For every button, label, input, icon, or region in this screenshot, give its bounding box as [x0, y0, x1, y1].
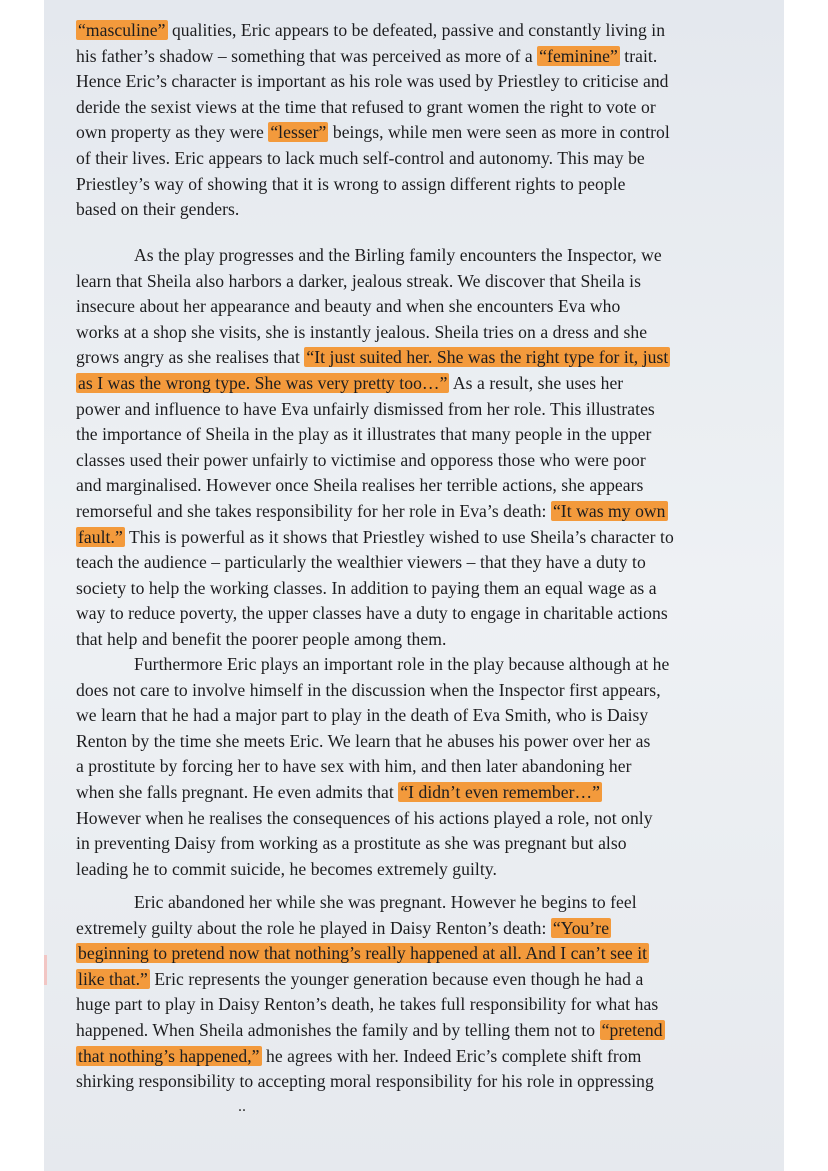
text-segment: happened. When Sheila admonishes the family and by telling them not to: [76, 1019, 600, 1040]
text-segment: qualities, Eric appears to be defeated, passive and constantly living in: [167, 20, 666, 40]
highlighted-quote: “I didn’t even remember…”: [400, 781, 601, 802]
text-line: [76, 576, 774, 602]
margin-mark: [44, 955, 47, 985]
text-line: [76, 890, 774, 916]
text-line: [76, 371, 774, 397]
text-line: [76, 992, 774, 1018]
text-line: [76, 448, 774, 474]
text-line: [76, 146, 774, 172]
text-segment: Priestley’s way of showing that it is wrong to assign different rights to people: [76, 173, 626, 194]
text-line: [76, 550, 774, 576]
text-segment: As a result, she uses her: [449, 372, 624, 393]
text-line: [76, 831, 774, 857]
text-line: [76, 780, 774, 806]
text-line: [76, 678, 774, 704]
highlighted-quote: “It just suited her. She was the right type for it, just: [306, 347, 669, 368]
text-line: [76, 243, 774, 269]
text-segment: does not care to involve himself in the discussion when the Inspector first appears,: [76, 679, 661, 700]
text-line: [76, 473, 774, 499]
text-segment: However when he realises the consequences of his actions played a role, not only: [76, 807, 653, 828]
text-line: [76, 197, 774, 223]
highlighted-quote: “You’re: [552, 917, 610, 938]
text-segment: Furthermore Eric plays an important role in the play because although at he: [134, 654, 670, 674]
text-segment: remorseful and she takes responsibility for her role in Eva’s death:: [76, 500, 551, 521]
text-segment: huge part to play in Daisy Renton’s death, he takes full responsibility for what has: [76, 994, 659, 1015]
text-line: [76, 525, 774, 551]
text-line: [76, 18, 774, 44]
highlighted-quote: “feminine”: [539, 45, 618, 66]
text-segment: his father’s shadow – something that was perceived as more of a: [76, 45, 538, 66]
text-segment: in preventing Daisy from working as a prostitute as she was pregnant but also: [76, 833, 627, 854]
highlighted-quote: like that.”: [78, 968, 148, 989]
text-line: [76, 601, 774, 627]
text-segment: teach the audience – particularly the wealthier viewers – that they have a duty to: [76, 552, 646, 573]
paragraph-4: [76, 890, 774, 1095]
document-page: [44, 0, 784, 1171]
text-line: [76, 652, 774, 678]
text-line: [76, 754, 774, 780]
text-segment: power and influence to have Eva unfairly dismissed from her role. This illustrates: [76, 398, 655, 419]
text-line: [76, 916, 774, 942]
highlighted-quote: as I was the wrong type. She was very pretty too…”: [78, 372, 448, 393]
text-segment: classes used their power unfairly to victimise and opporess those who were poor: [76, 449, 646, 470]
highlighted-quote: that nothing’s happened,”: [78, 1045, 260, 1066]
text-segment: works at a shop she visits, she is instantly jealous. Sheila tries on a dress and she: [76, 321, 648, 342]
text-segment: Eric represents the younger generation because even though he had a: [149, 968, 644, 989]
text-line: [76, 269, 774, 295]
highlighted-quote: “It was my own: [552, 500, 666, 521]
highlighted-quote: beginning to pretend now that nothing’s really happened at all. And I can’t see it: [78, 943, 648, 964]
paragraph-1: [76, 18, 774, 223]
highlighted-quote: fault.”: [78, 526, 123, 547]
text-line: [76, 627, 774, 653]
text-segment: when she falls pregnant. He even admits that: [76, 781, 399, 802]
text-line: [76, 397, 774, 423]
text-segment: Eric abandoned her while she was pregnant. However he begins to feel: [134, 892, 637, 912]
highlighted-quote: “pretend: [601, 1019, 663, 1040]
text-segment: insecure about her appearance and beauty and when she encounters Eva who: [76, 296, 621, 317]
text-segment: extremely guilty about the role he played in Daisy Renton’s death:: [76, 917, 551, 938]
text-line: [76, 120, 774, 146]
text-segment: he agrees with her. Indeed Eric’s complete shift from: [261, 1045, 642, 1066]
text-line: [76, 967, 774, 993]
text-segment: based on their genders.: [76, 199, 240, 220]
highlighted-quote: “lesser”: [270, 122, 327, 143]
text-line: [76, 95, 774, 121]
page-footer-mark: ..: [238, 1098, 246, 1115]
text-segment: shirking responsibility to accepting moral responsibility for his role in oppressing: [76, 1071, 654, 1092]
text-line: [76, 320, 774, 346]
text-segment: the importance of Sheila in the play as it illustrates that many people in the upper: [76, 424, 652, 445]
text-segment: As the play progresses and the Birling family encounters the Inspector, we: [134, 245, 662, 265]
text-segment: beings, while men were seen as more in control: [328, 122, 670, 143]
text-line: [76, 857, 774, 883]
text-line: [76, 499, 774, 525]
text-segment: leading he to commit suicide, he becomes extremely guilty.: [76, 858, 497, 879]
text-segment: way to reduce poverty, the upper classes have a duty to engage in charitable actions: [76, 603, 668, 624]
text-line: [76, 69, 774, 95]
text-line: [76, 729, 774, 755]
text-line: [76, 294, 774, 320]
text-line: [76, 941, 774, 967]
paragraph-2: [76, 243, 774, 653]
text-line: [76, 1018, 774, 1044]
text-line: [76, 172, 774, 198]
text-segment: we learn that he had a major part to play in the death of Eva Smith, who is Daisy: [76, 705, 649, 726]
text-segment: that help and benefit the poorer people among them.: [76, 628, 447, 649]
text-segment: deride the sexist views at the time that refused to grant women the right to vote or: [76, 96, 656, 117]
text-line: [76, 1069, 774, 1095]
text-segment: society to help the working classes. In addition to paying them an equal wage as a: [76, 577, 657, 598]
text-line: [76, 422, 774, 448]
text-segment: own property as they were: [76, 122, 269, 143]
text-segment: trait.: [619, 45, 658, 66]
text-line: [76, 44, 774, 70]
text-segment: of their lives. Eric appears to lack much self-control and autonomy. This may be: [76, 147, 645, 168]
text-line: [76, 1044, 774, 1070]
text-segment: learn that Sheila also harbors a darker, jealous streak. We discover that Sheila is: [76, 270, 642, 291]
text-segment: and marginalised. However once Sheila realises her terrible actions, she appears: [76, 475, 644, 496]
highlighted-quote: “masculine”: [78, 20, 166, 40]
paragraph-3: [76, 652, 774, 882]
text-segment: grows angry as she realises that: [76, 347, 305, 368]
text-segment: Hence Eric’s character is important as his role was used by Priestley to criticise and: [76, 71, 669, 92]
text-segment: Renton by the time she meets Eric. We learn that he abuses his power over her as: [76, 730, 651, 751]
text-line: [76, 345, 774, 371]
text-line: [76, 806, 774, 832]
text-segment: This is powerful as it shows that Priestley wished to use Sheila’s character to: [124, 526, 674, 547]
text-segment: a prostitute by forcing her to have sex with him, and then later abandoning her: [76, 756, 632, 777]
text-line: [76, 703, 774, 729]
